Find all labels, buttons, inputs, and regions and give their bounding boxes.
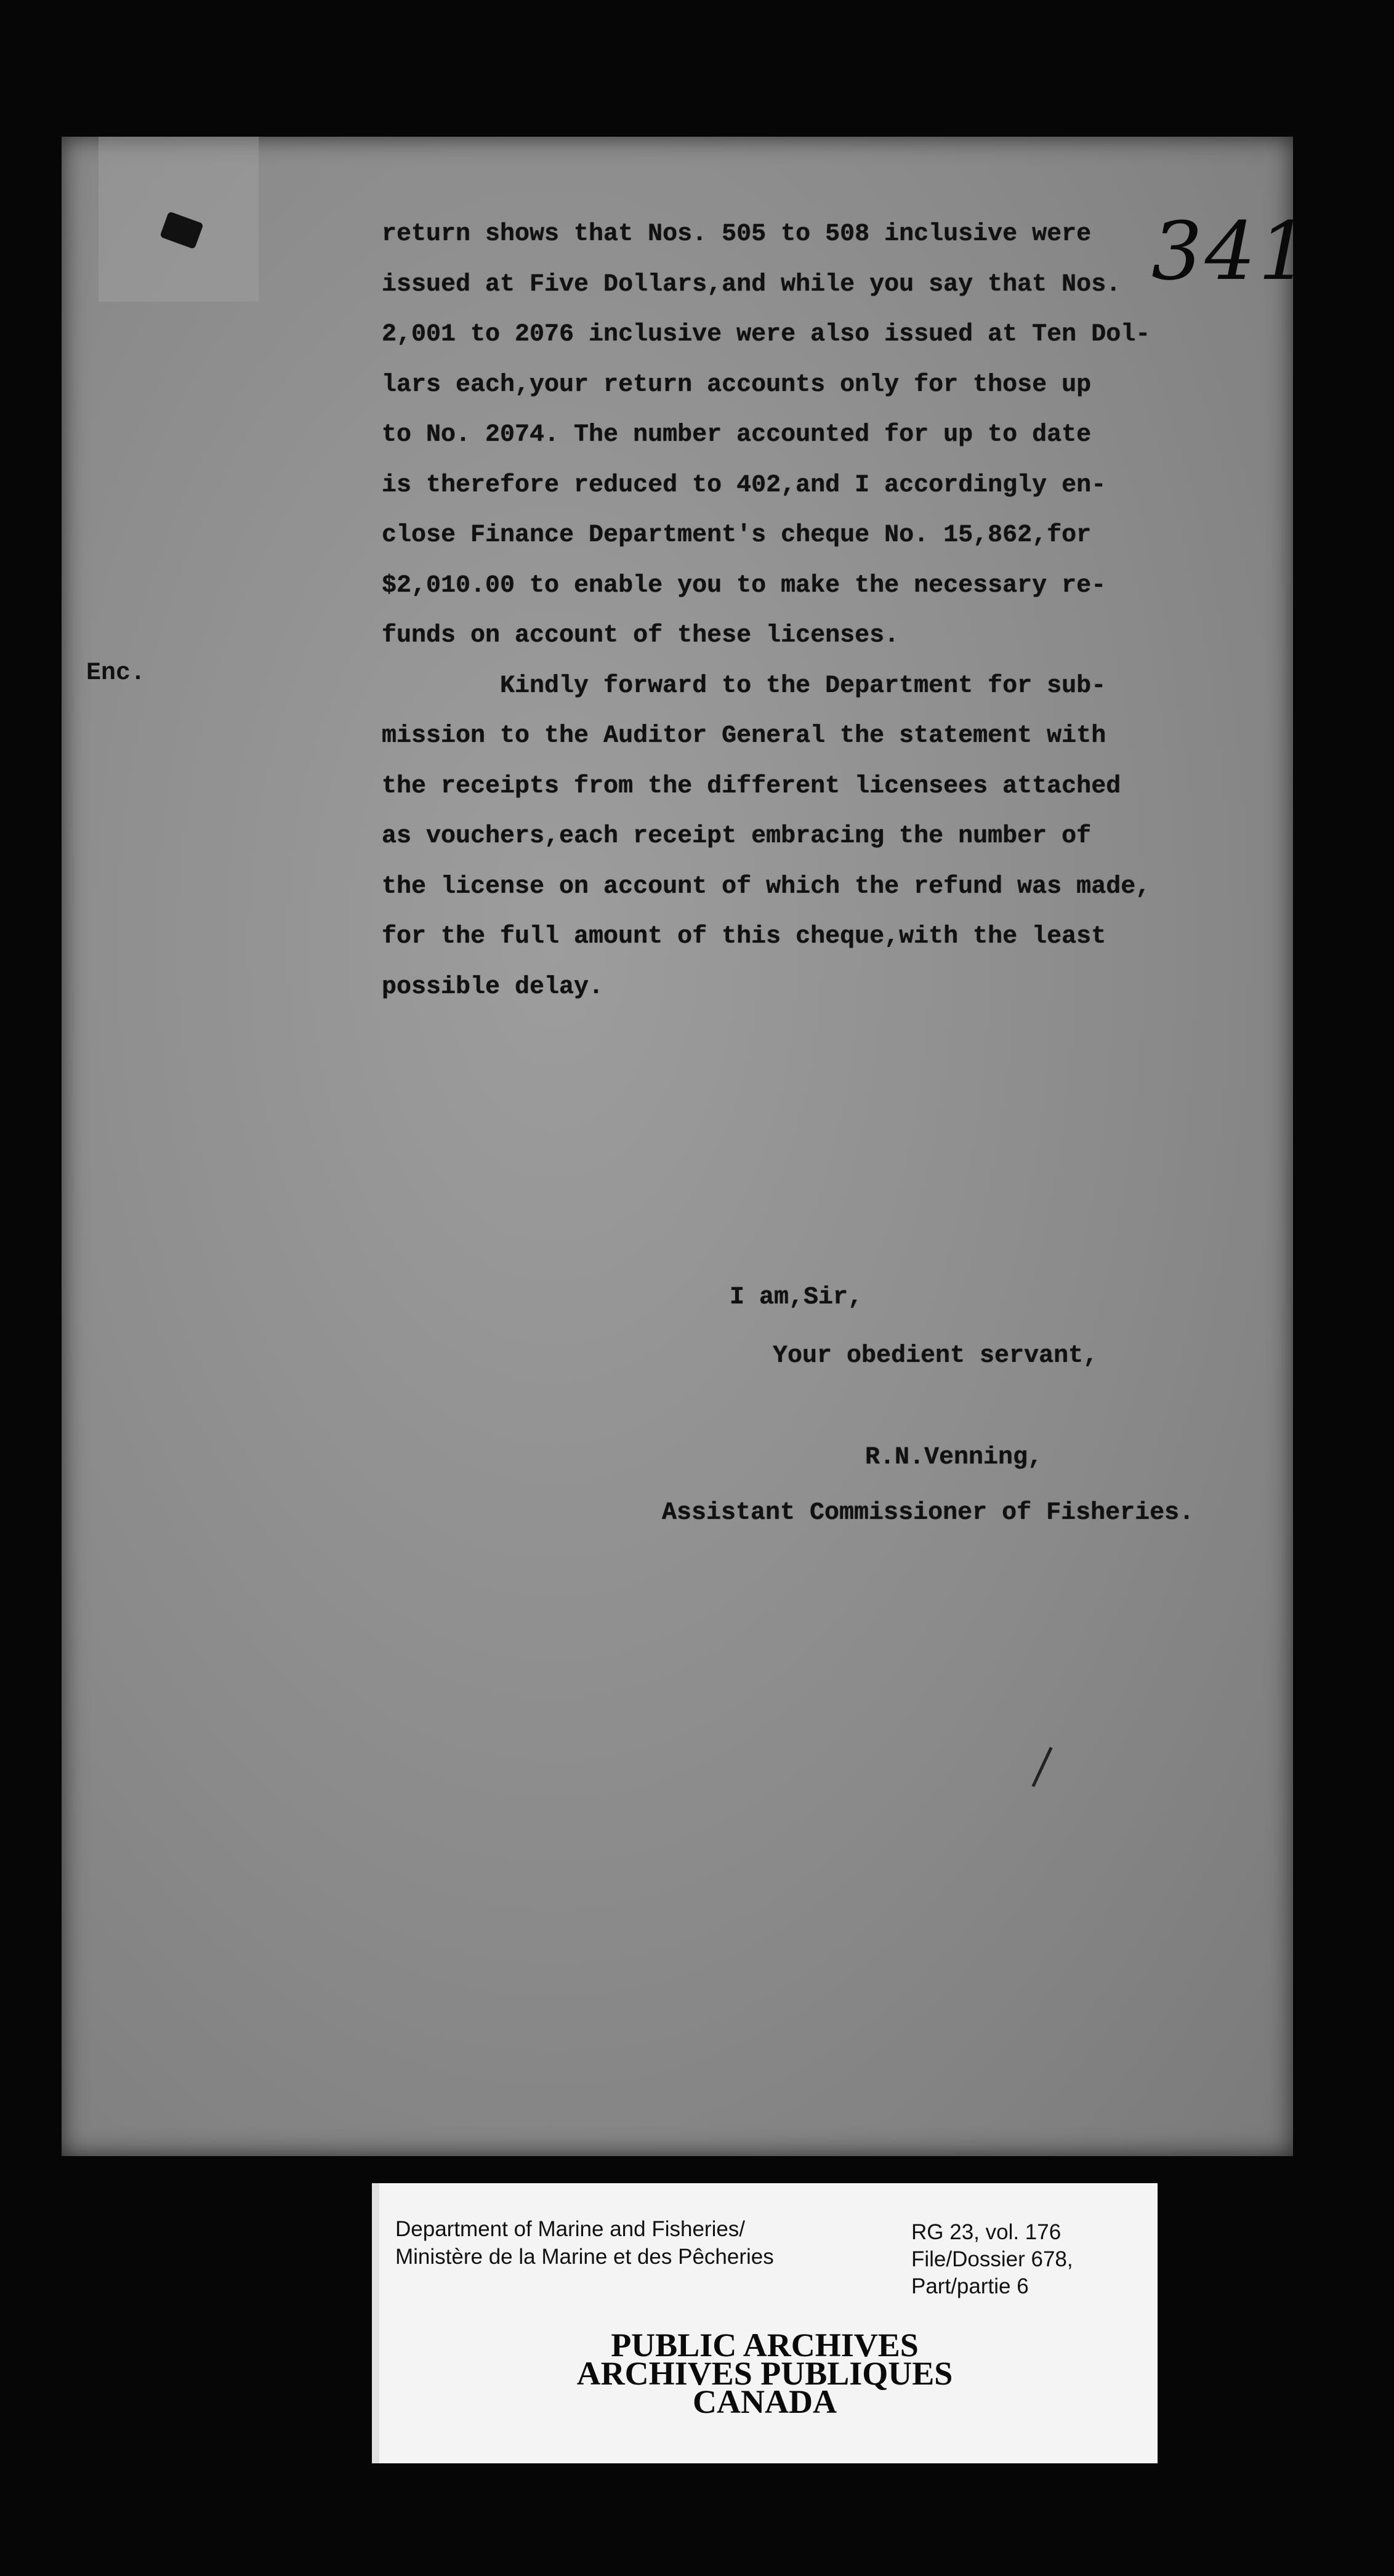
reference-part: Part/partie 6 <box>911 2274 1029 2298</box>
body-line: the license on account of which the refund was made, <box>382 872 1151 901</box>
salutation: I am,Sir, <box>730 1284 863 1311</box>
body-line: close Finance Department's cheque No. 15,862,for <box>382 521 1092 549</box>
body-line: is therefore reduced to 402,and I accordingly en- <box>382 471 1106 499</box>
body-line: 2,001 to 2076 inclusive were also issued at Ten Dol- <box>382 321 1151 348</box>
margin-note-enclosure: Enc. <box>86 659 146 687</box>
body-line: $2,010.00 to enable you to make the necessary re- <box>382 571 1106 600</box>
body-line: for the full amount of this cheque,with the least <box>382 923 1106 951</box>
archives-stamp <box>372 2327 1158 2420</box>
body-line: as vouchers,each receipt embracing the number of <box>382 823 1092 850</box>
body-line: return shows that Nos. 505 to 508 inclusive were <box>382 220 1092 248</box>
archives-en: PUBLIC ARCHIVES <box>611 2327 919 2364</box>
department-names <box>395 2215 774 2271</box>
archives-country: CANADA <box>693 2383 837 2420</box>
body-line: possible delay. <box>382 973 604 1001</box>
department-en: Department of Marine and Fisheries/ <box>395 2217 746 2241</box>
page-number: 341 <box>1151 204 1312 298</box>
body-line: lars each,your return accounts only for those up <box>382 371 1092 399</box>
department-fr: Ministère de la Marine et des Pêcheries <box>395 2245 774 2269</box>
letter-body <box>382 209 1256 1012</box>
signature-title: Assistant Commissioner of Fisheries. <box>662 1499 1195 1527</box>
label-edge <box>372 2183 379 2463</box>
reference-file: File/Dossier 678, <box>911 2247 1073 2271</box>
body-line: to No. 2074. The number accounted for up to date <box>382 421 1092 449</box>
body-line: mission to the Auditor General the statement with <box>382 722 1106 750</box>
archives-fr: ARCHIVES PUBLIQUES <box>576 2355 953 2392</box>
body-line: funds on account of these licenses. <box>382 622 900 650</box>
body-line: Kindly forward to the Department for sub- <box>382 672 1106 700</box>
valediction: Your obedient servant, <box>773 1342 1098 1370</box>
body-line: issued at Five Dollars,and while you say that Nos. <box>382 270 1121 299</box>
body-line: the receipts from the different licensees attached <box>382 772 1121 800</box>
reference-rg: RG 23, vol. 176 <box>911 2220 1062 2244</box>
signature-name: R.N.Venning, <box>865 1444 1043 1471</box>
archive-reference <box>911 2219 1073 2300</box>
archive-label <box>372 2183 1158 2463</box>
